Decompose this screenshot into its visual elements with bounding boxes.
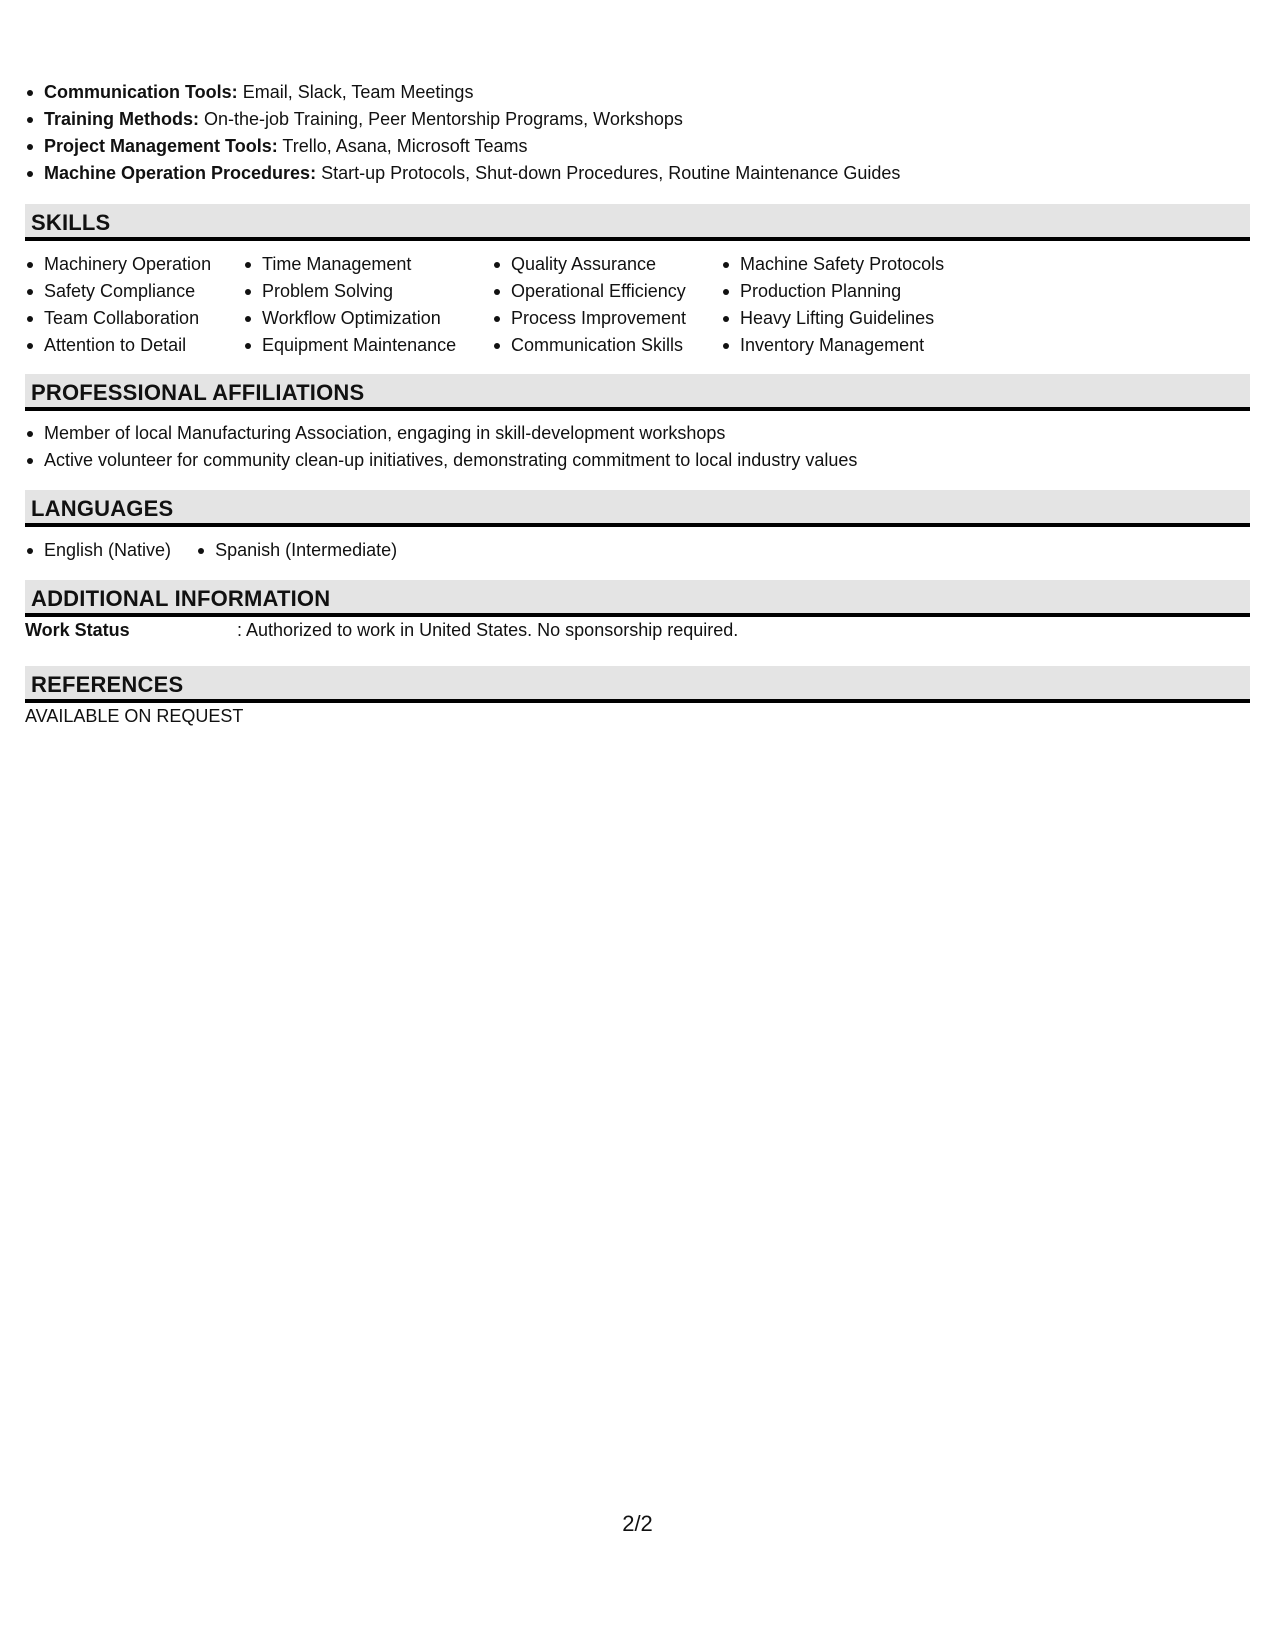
list-item: Communication Skills: [492, 332, 686, 359]
affiliations-list: [25, 420, 857, 474]
languages-list: [25, 537, 417, 564]
tool-value: Email, Slack, Team Meetings: [242, 82, 474, 102]
references-text: AVAILABLE ON REQUEST: [25, 706, 244, 726]
page-number: 2/2: [622, 1511, 653, 1536]
tool-value: Start-up Protocols, Shut-down Procedures, Routine Maintenance Guides: [321, 163, 901, 183]
skills-column: [243, 251, 456, 359]
list-item: Heavy Lifting Guidelines: [721, 305, 944, 332]
tool-label: Machine Operation Procedures:: [44, 163, 317, 183]
list-item: [25, 133, 900, 160]
affiliations-section-header: [25, 374, 1250, 411]
list-item: Quality Assurance: [492, 251, 686, 278]
list-item: Machine Safety Protocols: [721, 251, 944, 278]
section-title: PROFESSIONAL AFFILIATIONS: [31, 380, 365, 405]
list-item: Member of local Manufacturing Association, engaging in skill-development workshops: [25, 420, 857, 447]
list-item: [25, 106, 900, 133]
list-item: Time Management: [243, 251, 456, 278]
list-item: Production Planning: [721, 278, 944, 305]
tool-label: Training Methods:: [44, 109, 199, 129]
skills-column: [492, 251, 686, 359]
additional-section-header: [25, 580, 1250, 617]
work-status-label: Work Status: [25, 620, 130, 640]
section-title: ADDITIONAL INFORMATION: [31, 586, 331, 611]
section-title: SKILLS: [31, 210, 111, 235]
tool-label: Project Management Tools:: [44, 136, 278, 156]
list-item: Safety Compliance: [25, 278, 211, 305]
section-title: REFERENCES: [31, 672, 184, 697]
work-status-value: : Authorized to work in United States. No sponsorship required.: [237, 620, 739, 640]
languages-section-header: [25, 490, 1250, 527]
list-item: Machinery Operation: [25, 251, 211, 278]
skills-column: [25, 251, 211, 359]
tool-label: Communication Tools:: [44, 82, 238, 102]
list-item: Process Improvement: [492, 305, 686, 332]
tools-list: [25, 79, 900, 187]
list-item: Problem Solving: [243, 278, 456, 305]
list-item: Equipment Maintenance: [243, 332, 456, 359]
list-item: Inventory Management: [721, 332, 944, 359]
list-item: Workflow Optimization: [243, 305, 456, 332]
tool-value: On-the-job Training, Peer Mentorship Programs, Workshops: [204, 109, 683, 129]
list-item: Spanish (Intermediate): [196, 537, 397, 564]
list-item: English (Native): [25, 537, 171, 564]
list-item: [25, 160, 900, 187]
skills-section-header: [25, 204, 1250, 241]
list-item: Operational Efficiency: [492, 278, 686, 305]
skills-column: [721, 251, 944, 359]
tool-value: Trello, Asana, Microsoft Teams: [282, 136, 528, 156]
section-title: LANGUAGES: [31, 496, 174, 521]
references-section-header: [25, 666, 1250, 703]
list-item: Active volunteer for community clean-up initiatives, demonstrating commitment to local industry values: [25, 447, 857, 474]
list-item: Team Collaboration: [25, 305, 211, 332]
list-item: Attention to Detail: [25, 332, 211, 359]
list-item: [25, 79, 900, 106]
